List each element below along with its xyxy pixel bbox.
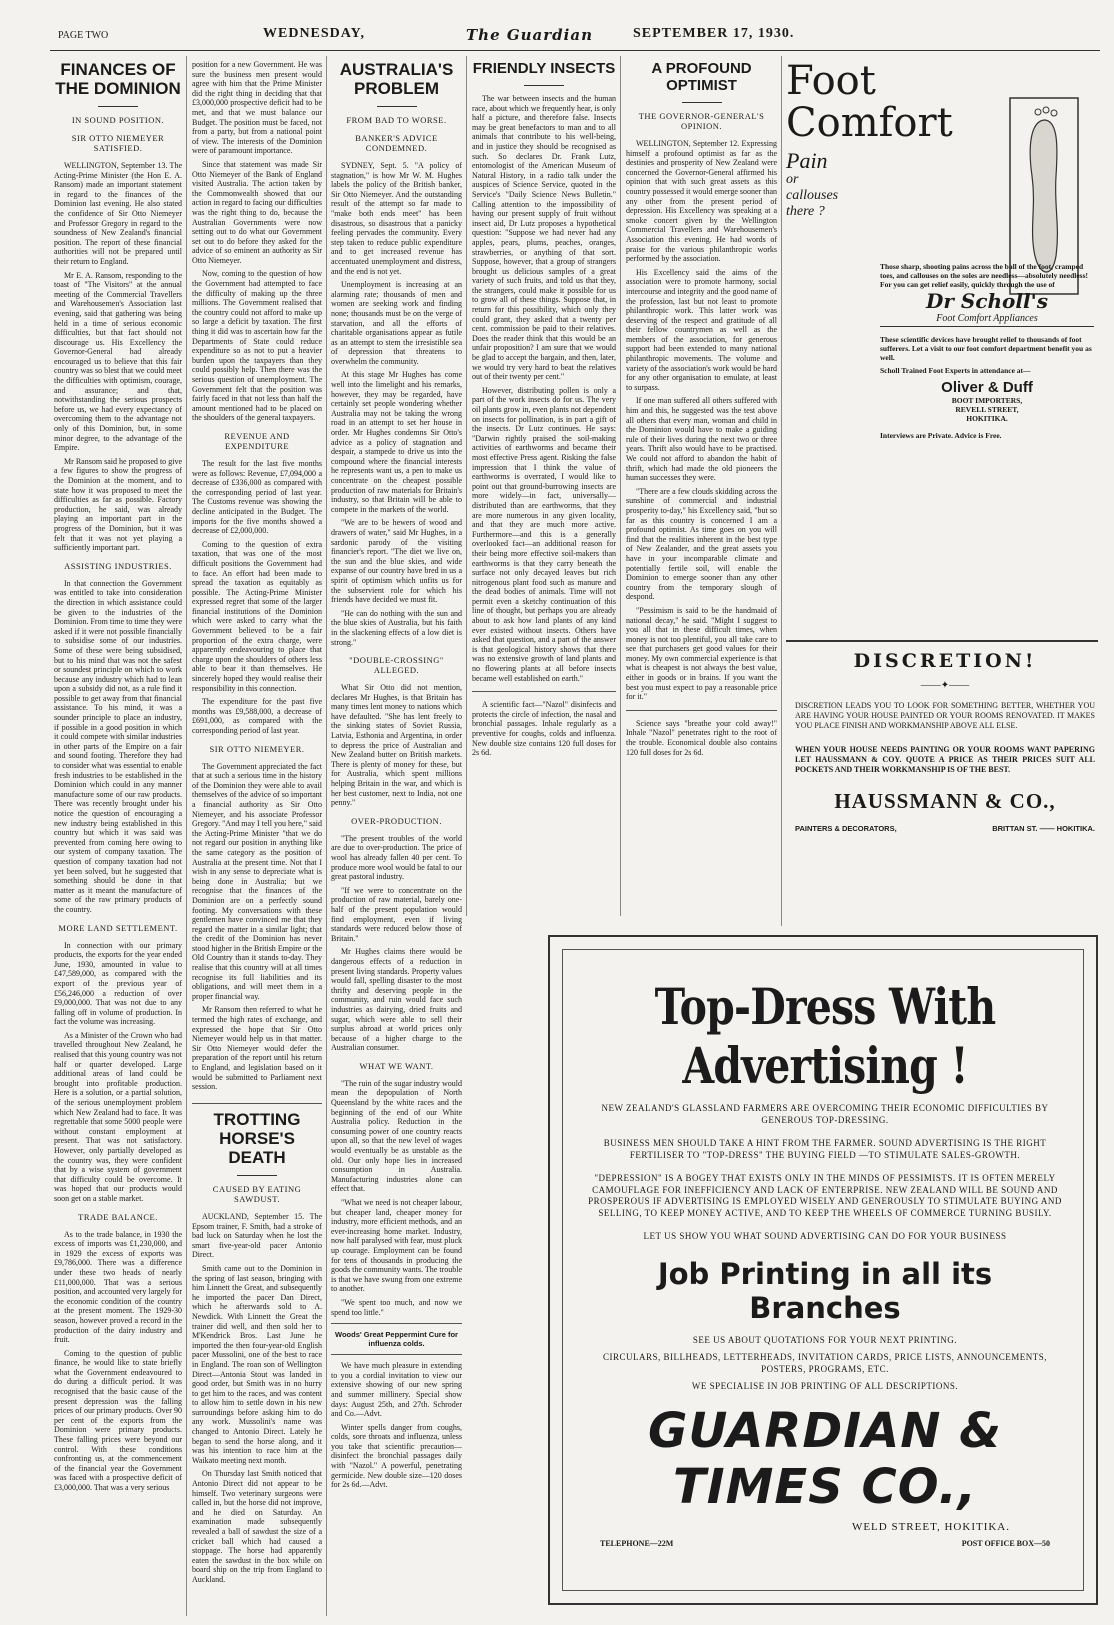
column-rule [326,56,327,1616]
divider [682,102,722,103]
paragraph: In connection with our primary products, the exports for the year ended June, 1930, amounted in value to £47,589,000, as compared with the export of the previous year of £56,246,000 a reduction of over £9,000,000. That was not due to any falling off in volume of production. In fact the volume was increasing. [54,940,182,1027]
subheading: SIR OTTO NIEMEYER SATISFIED. [71,133,165,153]
divider [626,710,777,711]
peppermint-cure-notice: Woods' Great Peppermint Cure for influenza colds. [335,1330,458,1349]
paragraph: Mr E. A. Ransom, responding to the toast of "The Visitors" at the annual meeting of the Commercial Travellers and Warehousemen's Association last evening, said that gathering was being held in a time of serious economic difficulties, but that fact should not discourage us. His Excellency the Governor-General had already encouraged us to believe that this fair country was so blest that we could meet the difficulties with optimism, courage, and assurance; and that, notwithstanding the serious prospects before us, we had every expectancy of overcoming them to the advantage not only of this Dominion, but, in some minor degree, to the advantage of the Empire. [54,270,182,453]
ad-body: DISCRETION LEADS YOU TO LOOK FOR SOMETHING BETTER, WHETHER YOU ARE HAVING YOUR HOUSE PAINTED OR YOUR ROOMS RENOVATED. IT MAKES YOU PLACE FINISH AND WORKMANSHIP ABOVE ALL ELSE. [795,701,1095,730]
divider [786,640,1098,642]
paragraph: "He can do nothing with the sun and the blue skies of Australia, but his faith in the slackening effects of a low diet is strong." [331,608,462,647]
headline: A PROFOUND OPTIMIST [651,60,752,94]
page-number: PAGE TWO [58,30,109,41]
paragraph: "The present troubles of the world are due to over-production. The price of wool has already fallen 40 per cent. To produce more wool would be fatal to our great pastoral industry. [331,833,462,882]
paragraph: SYDNEY, Sept. 5. "A policy of stagnation," is how Mr W. M. Hughes labels the policy of the British banker, Sir Otto Niemeyer. And the outstanding result of the attempt so far made to "make both ends meet" has been disastrous, so disastrous that a panicky feeling pervades the community. Every step taken to reduce public expenditure and to get increased revenue has accentuated unemployment and distress, and the end is not yet. [331,161,462,276]
paragraph: The war between insects and the human race, about which we frequently hear, is only half a picture, and therefore false. Insects may be great benefactors to man and to all animals that contribute to his well-being, and in justice they should be recognised as such. So declares Dr. Frank Lutz, entomologist of the American Museum of Natural History, in a radio talk under the auspices of Science Service, quoted in the Service's "Daily Science News Bulletin." Calling attention to the impossibility of having our present supply of fruit without insect aid, Dr Lutz proposes a hypothetical question: "Suppose we had never had any apples, pears, plums, peaches, oranges, strawberries, or anything of that sort. Suppose, however, that a group of strangers brought us delicious samples of a great variety of such fruits, and told us that they, the strangers, could make it possible for us to grow all of these things. Suppose that, in return for this possibility, which only they could grant, they asked that a twenty per cent. commission be paid to their relatives. Does the reader think that this would be an unfair proposition? I am sure that we would be glad to accept the bargain, and then, later, we would try very hard to beat the relatives out of their twenty per cent." [472,94,616,382]
store-name: Oliver & Duff [941,379,1033,396]
subheading: BANKER'S ADVICE CONDEMNED. [355,133,438,153]
subheading: THE GOVERNOR-GENERAL'S OPINION. [638,111,765,131]
scholl-brand: Dr Scholl's [926,289,1048,313]
contact-row [580,1539,1070,1548]
ornament-divider-icon: ——✦—— [920,680,970,691]
divider [524,85,564,86]
post-office-box: POST OFFICE BOX—50 [961,1538,1050,1548]
firm-address: WELD STREET, HOKITIKA. [851,1520,1010,1533]
ad-tagline: there ? [786,204,825,219]
paragraph: His Excellency said the aims of the association were to promote harmony, social intercourse and integrity and the good name of the profession, last but not least to promote philanthropic work. This latter work was deserving of the respect and gratitude of all their fellow countrymen as well as the members of the association, for generous support had been extended to many national philanthropic movements. The volume and variety of the association's work would be hard for any other organisation to emulate, at least to surpass. [626,267,777,392]
paragraph: Since that statement was made Sir Otto Niemeyer of the Bank of England visited Australia. The action taken by the Commonwealth showed that our action in regard to facing our difficulties was the right thing to do, because the Australian Governments were now setting out to do what our Government set out to do before they asked for the advice of so eminent an authority as Sir Otto Niemeyer. [192,159,322,265]
ad-footer [795,824,1095,833]
subheading: TRADE BALANCE. [78,1211,158,1222]
paragraph: WELLINGTON, September 12. Expressing himself a profound optimist as far as the destinies and prosperity of New Zealand were concerned the Governor-General affirmed his opinion that with such great assets as this country possessed it would emerge sooner than any other from the present period of depression. His Excellency was speaking at a smoke concert given by the Wellington Commercial Travellers and Warehousemen's Association this evening. He had words of praise for the various philanthropic works performed by the association. [626,139,777,264]
ad-body: Those sharp, shooting pains across the ball of the foot, cramped toes, and callouses on the soles are needless—absolutely needless! For you can get relief easily, quickly through the use of [880,262,1088,289]
paragraph: The Government appreciated the fact that at such a serious time in the history of the Dominion they were able to avail themselves of the advice of so important a financial authority as Sir Otto Niemeyer, and his associate Professor Gregory. "And may I tell you here," said the Acting-Prime Minister "that we do not regard our position in anything like the same category as the position of Australia at the present time. Not that I wish in any sense to depreciate what is being done in Australia; but we recognise that the finances of the Dominion are on a perfectly sound footing. My conversations with these gentlemen have convinced me that they regard the matter in a similar light; that the credit of the Dominion has never stood higher in the British Empire or the Old Country than it stands to-day. They realise that this country will at all times recognise its full liabilities and its obligations, and will meet them in a proper financial way. [192,761,322,1001]
paragraph: Mr Ransom then referred to what he termed the high rates of exchange, and expressed the hope that Sir Otto Niemeyer would help us in that matter. Sir Otto Niemeyer would defer the preparation of the report until his return to England, and legislation based on it would be submitted to Parliament next session. [192,1005,322,1092]
paragraph: If one man suffered all others suffered with him and this, he suggested was the test above all others that every man, woman and child in the Dominion would have to make a guiding rule of their lives during the next two or three years. Thrift also would have to be practised. We could not afford to abandon the habit of thrift, which had made the old pioneers the human successes they were. [626,396,777,483]
paragraph: What Sir Otto did not mention, declares Mr Hughes, is that Britain has many times lent money to nations which have defaulted. "She has lent freely to the sinking states of Soviet Russia, Latvia, Esthonia and Argentina, in order to depress the price of Australian and New Zealand butter on British markets. There is plenty of money for these, but for Australia, which spent millions helping Britain in the war, and which is her best customer, next to India, not one penny." [331,683,462,808]
article-friendly-insects [472,60,616,920]
paragraph: Mr Hughes claims there would be dangerous effects of a reduction in present living standards. Property values would fall, spelling disaster to the most thrifty and deserving people in the community, and ruin would face such industries as dairying, dried fruits and sugar, which were able to sell their surplus abroad at world prices only because of a higher charge to the Australian consumer. [331,947,462,1053]
masthead-date: SEPTEMBER 17, 1930. [633,26,795,41]
divider [331,1323,462,1324]
divider [377,106,417,107]
article-finances-continued [192,60,322,1100]
paragraph: In that connection the Government was entitled to take into consideration the direction in which assistance could be given to the industries of the Dominion. From time to time they were asked if it were not possible financially to subsidise some of our industries. Some of these were being subsidised, but to his mind that was not the safest or soundest principle on which to work because any industry which had to lean upon a subsidy did not, as a rule find it possible to get away from that financial assistance. To his mind, it was a sounder principle to place an industry, if possible in a good position in which it could compete with similar industries in other parts of the Empire on a fair and sound footing. Therefore they had to consider what was essential to enable fresh industries to be established in the Dominion which could in any manner manufacture some of our raw products. There was recently brought under his notice the question of encouraging a new industry being established in this country but which it was said was prevented from coming here owing to our system of company taxation. The question of company taxation had not yet been solved, but he suggested that something should be done in that matter as it meant the manufacture of some of the raw primary products of the country. [54,578,182,914]
subheading: REVENUE AND EXPENDITURE [224,430,290,451]
paragraph: AUCKLAND, September 15. The Epsom trainer, F. Smith, had a stroke of bad luck on Saturday when he lost the smart five-year-old pacer Antonio Direct. [192,1212,322,1260]
ad-tagline: callouses [786,188,839,203]
ad-body: Scholl Trained Foot Experts in attendance at— [880,366,1031,375]
paragraph: Mr Ransom said he proposed to give a few figures to show the progress of the Dominion at the moment, and to state how it was proposed to meet the difficulties as far as possible. Factory production, he said, was already playing an important part in the progress of the Dominion, but it was felt that it was not yet playing a sufficiently important part. [54,456,182,553]
job-printing-heading: Job Printing in all its Branches [657,1256,993,1325]
ad-body: SEE US ABOUT QUOTATIONS FOR YOUR NEXT PRINTING. [692,1334,958,1345]
paragraph: A scientific fact—"Nazol" disinfects and protects the circle of infection, the nasal and bronchial passages. Inhale regularly as a preventive for coughs, colds and influenza. New double size contains 120 full doses for 2s 6d. [472,700,616,758]
ad-note: Interviews are Private. Advice is Free. [880,431,1002,440]
paragraph: The expenditure for the past five months was £9,588,000, a decrease of £691,000, as compared with the corresponding period of last year. [192,697,322,735]
paragraph: We have much pleasure in extending to you a cordial invitation to view our extensive showing of our new spring and summer millinery. Special show days: August 25th, and 27th. Schroder and Co.—Advt. [331,1361,462,1419]
paragraph: Winter spells danger from coughs, colds, sore throats and influenza, unless you take that scientific precaution—disinfect the bronchial passages daily with "Nazol." A powerful, penetrating germicide. New double size—120 doses for 2s 6d.—Advt. [331,1422,462,1490]
article-trotting-horse [192,1110,322,1620]
paragraph: As a Minister of the Crown who had travelled throughout New Zealand, he realised that this young country was not half or quarter developed. Large additional areas of land could be brought into profitable production. Here is a solution, or a partial solution, of the serious unemployment problem which New Zealand had to face. It was regrettable that some 5000 people were without constant employment at present. That was not satisfactory. However, only partially developed as the country was, they were confident that by a wise system of government that difficulty could be overcome. It was hoped that our products would soon get on a stable market. [54,1030,182,1203]
ad-footer-address: BRITTAN ST. —— HOKITIKA. [992,824,1095,833]
column-rule [781,56,782,926]
paragraph: On Thursday last Smith noticed that Antonio Direct did not appear to be himself. Two veterinary surgeons were called in, but the horse did not improve, and he died on Saturday. An examination made subsequently revealed a ball of sawdust the size of a cricket ball which had caused a stoppage. The horse had apparently eaten the sawdust in the box while on board ship on the trip from England to Auckland. [192,1469,322,1584]
masthead-rule [50,50,1100,51]
store-detail: BOOT IMPORTERS, [951,396,1023,405]
subheading: SIR OTTO NIEMEYER. [209,743,305,754]
subheading: IN SOUND POSITION. [71,115,165,125]
ad-body: LET US SHOW YOU WHAT SOUND ADVERTISING CAN DO FOR YOUR BUSINESS [643,1231,1007,1241]
paragraph: Smith came out to the Dominion in the spring of last season, bringing with him Linnett the Great, and subsequently he imported the pacer Dan Direct, which he afterwards sold to A. Newdick. With Linnett the Great the trainer did well, and then sold her to M'Kendrick Bros. Last June he imported the then four-year-old English pacer Mussolini, one of the best to race in England. The roan son of Wellington Direct—Antonia Stout was landed in good order, but Smith was in no hurry to get him to the races, and was content to allow him to settle down in his new surroundings before asking him to do any work. Mussolini's name was changed to Antonio Direct. Lately he began to send the horse along, and it was his intention to race him at the Waikato meeting next month. [192,1263,322,1465]
scholl-brand-sub: Foot Comfort Appliances [880,313,1094,327]
paragraph: Science says "breathe your cold away!" Inhale "Nazol" penetrates right to the root of the trouble. Economical double also contains 120 full doses for 2s 6d. [626,718,777,757]
ad-body: "DEPRESSION" IS A BOGEY THAT EXISTS ONLY IN THE MINDS OF PESSIMISTS. IT IS OFTEN MERELY CAMOUFLAGE FOR INEFFICIENCY AND LACK OF ENTERPRISE. NEW ZEALAND WILL BE SOUND AND PROSPEROUS IF ADVERTISING IS EMPLOYED WISELY AND GENEROUSLY TO STIMULATE BUYING AND SELLING, TO KEEP MONEY ACTIVE, AND TO KEEP THE WHEELS OF COMMERCE TURNING BUSILY. [588,1173,1062,1218]
telephone-number: TELEPHONE—22M [600,1538,674,1548]
paragraph: Coming to the question of extra taxation, that was one of the most difficult positions the Government had to face. An effort had been made to spread the taxation as equitably as possible. The Acting-Prime Minister expressed regret that some of the larger financial institutions of the Dominion which were asked to carry what the Government believed to be a fair proportion of the extra charge, were apparently endeavouring to place that charge upon the shoulders of others less able to bear it than themselves. He sincerely hoped they would realise their responsibility in this connection. [192,539,322,693]
subheading: CAUSED BY EATING SAWDUST. [212,1184,302,1204]
headline: AUSTRALIA'S PROBLEM [339,60,454,98]
paragraph: "If we were to concentrate on the production of raw material, barely one-half of the present population would find employment, even if living standards were reduced below those of Britain." [331,885,462,943]
column-rule [466,56,467,916]
ad-title: Foot [786,58,876,104]
store-detail: HOKITIKA. [966,414,1008,423]
subheading: "DOUBLE-CROSSING" ALLEGED. [349,655,444,676]
article-profound-optimist [626,60,777,920]
ad-body: BUSINESS MEN SHOULD TAKE A HINT FROM THE FARMER. SOUND ADVERTISING IS THE RIGHT FERTILISER TO "TOP-DRESS" THE BUYING FIELD —TO STIMULATE SALES-GROWTH. [603,1138,1047,1160]
divider [98,106,138,107]
guardian-advert-content [580,977,1070,1548]
subheading: FROM BAD TO WORSE. [346,115,447,125]
subheading: OVER-PRODUCTION. [351,815,442,826]
ad-body: These scientific devices have brought relief to thousands of foot sufferers. Let a visit to our foot comfort department benefit you as well. [880,335,1092,362]
divider [331,1354,462,1355]
headline: FINANCES OF THE DOMINION [55,60,181,98]
haussmann-advert [795,650,1095,920]
firm-name: HAUSSMANN & CO., [834,789,1056,813]
column-rule [620,56,621,916]
masthead-day: WEDNESDAY, [263,26,365,41]
paragraph: "There are a few clouds skidding across the sunshine of commercial and industrial prosperity to-day," his Excellency said, "but so far as this country is concerned I am a profound optimist. As time goes on you will find that the realities inherent in the best type of New Zealander, and the great assets you have in your incomparable climate and potentially fertile soil, will enable the Dominion to emerge sooner than any other country from the temporary slough of despond. [626,486,777,602]
paragraph: "We spent too much, and now we spend too little." [331,1297,462,1317]
masthead-paper-name: The Guardian [466,26,593,44]
subheading: ASSISTING INDUSTRIES. [64,560,172,571]
headline: FRIENDLY INSECTS [472,60,616,77]
headline: TROTTING HORSE'S DEATH [213,1110,301,1167]
paragraph: position for a new Government. He was sure the business men present would agree with him that the Prime Minister did the right thing in deciding that that £3,000,000 prospective deficit had to be met, and that we must balance our Budget. The position must be faced, not from a party, but from a national point of view. The interests of the Dominion were of paramount importance. [192,60,322,156]
divider [472,691,616,692]
ad-footer-trade: PAINTERS & DECORATORS, [795,824,897,833]
article-finances [54,60,182,1620]
subheading: MORE LAND SETTLEMENT. [58,922,178,933]
paragraph: "The ruin of the sugar industry would mean the depopulation of North Queensland by the white races and the beginning of the end of our White Australia policy. Reduction in the consuming power of one country reacts upon all, so that the new level of wages would eventually be as unstable as the old. Our only hope lies in increased consumption in Australia. Manufacturing industries alone can effect that. [331,1078,462,1194]
column-rule [186,56,187,1616]
ad-title: Comfort [786,100,953,146]
scholl-advert-body [880,262,1094,440]
ad-title: Top-Dress With Advertising ! [654,977,996,1095]
ad-body: NEW ZEALAND'S GLASSLAND FARMERS ARE OVERCOMING THEIR ECONOMIC DIFFICULTIES BY GENEROUS TOP-DRESSING. [601,1103,1049,1125]
divider [237,1175,277,1176]
ad-tagline: or [786,172,799,187]
paragraph: "What we need is not cheaper labour, but cheaper land, cheaper money for industry, more efficient methods, and an ever-increasing home market. Industry, now half paralysed with fear, must pluck up courage. Employment can be found for tens of thousands in producing the goods the community wants. The trouble is that we have swung from one extreme to another. [331,1198,462,1294]
ad-title: DISCRETION! [853,650,1037,672]
guardian-advert [548,935,1098,1605]
paragraph: Now, coming to the question of how the Government had attempted to face the difficulty of making up the three millions. The Government realised that the country could not afford to make up so large a deficit by taxation. The first thing it did was to ascertain how far the Departments of State could reduce expenditure so as not to put a heavier burden upon the taxpayers than they could possibly help. Then there was the serious question of unemployment. The Government felt that the position was fairly faced in that not less than half the amount mentioned had to be placed on the shoulders of the general taxpayers. [192,269,322,423]
ad-body: WE SPECIALISE IN JOB PRINTING OF ALL DESCRIPTIONS. [691,1381,959,1391]
paragraph: "We are to be hewers of wood and drawers of water," said Mr Hughes, in a sardonic parody of the visiting financier's report. "The diet we live on, the sun and the blue skies, and wide expanse of our country have bred in us a spirit of optimism which unfits us for the subservient role for which his friends have decided we must fit. [331,518,462,605]
paragraph: As to the trade balance, in 1930 the excess of imports was £1,230,000, and in 1929 the excess of exports was £9,786,000. There was a difference under these two heads of nearly £11,000,000. That was a serious position, and accounted very largely for the economic condition of the country at the present moment. The 1929-30 season, however proved a record in the production of the dairy industry and fruit. [54,1229,182,1345]
store-detail: REVELL STREET, [955,405,1019,414]
subheading: WHAT WE WANT. [359,1060,434,1071]
paragraph: However, distributing pollen is only a part of the work insects do for us. The very oil plants grow in, even plants not dependent on insects for pollination, is in part a gift of the insects. Dr Lutz continues. He says: "Darwin rightly praised the soil-making activities of earthworms and became their most effective Press agent. Risking the false impression that I think the value of earthworms is overrated, I would like to point out that ground-burrowing insects are more widely—in fact, universally—distributed than are earthworms, that they are more numerous in any given locality, and that they are much more active. Furthermore—and this is a generally overlooked fact—an additional reason for their being more effective soil-makers than earthworms is that they carry beneath the surface not only decayed leaves but rich nitrogenous plant food such as manure and the dead bodies of animals. Time will not permit even a sketchy continuation of this line of thought, but perhaps you are already about to ask how land plants of any kind ever existed without insects. Others have asked that question, and a part of the answer is that geological history shows that there was no extensive growth of land plants and no flowering plants at all before insects became well established on earth." [472,385,616,683]
ad-body: CIRCULARS, BILLHEADS, LETTERHEADS, INVITATION CARDS, PRICE LISTS, ANNOUNCEMENTS, POSTERS, PROGRAMS, ETC. [602,1352,1048,1374]
paragraph: WELLINGTON, September 13. The Acting-Prime Minister (the Hon E. A. Ransom) made an important statement in regard to the finances of the Dominion last evening. He also stated the confidence of Sir Otto Niemeyer and Professor Gregory in regard to the soundness of New Zealand's financial position. The report of these financial authorities will not be prepared until their return to England. [54,161,182,266]
paragraph: At this stage Mr Hughes has come well into the limelight and his remarks, however, they may be regarded, have certainly set people wondering whether Australia may not be taking the wrong road in an attempt to set her house in order. Mr Hughes condemns Sir Otto's advice as a policy of stagnation and despair, a stampede to drive us into the compound where the financial interests he represents want us, a pen to make us concentrate on the cheapest possible production of raw materials for Britain's industry, so that Britain will be able to compete in the markets of the world. [331,370,462,514]
ad-tagline: Pain [786,148,828,173]
divider [192,1103,322,1104]
paragraph: "Pessimism is said to be the handmaid of national decay," he said. "Might I suggest to you all that in these difficult times, when money is not too plentiful, you all take care to see that purchasers get good values for their money. My own commercial experience is that what is cheapest is not always the best value, either in goods or in brains. If you want the best you must expect to pay a reasonable price for it." [626,605,777,702]
paragraph: Coming to the question of public finance, he would like to state briefly what the Government endeavoured to do during a difficult period. It was recognised that the basic cause of the present depression was the falling prices of our primary products. Over 90 per cent of the exports from the Dominion were primary products. These falling prices were beyond our control. With these conditions confronting us, at the commencement of the financial year the Government was faced with a prospective deficit of £3,000,000. That was a very serious [54,1348,182,1492]
ad-body: WHEN YOUR HOUSE NEEDS PAINTING OR YOUR ROOMS WANT PAPERING LET HAUSSMANN & COY. QUOTE A PRICE AS THEIR PRICES SUIT ALL POCKETS AND THEIR WORKMANSHIP IS OF THE BEST. [795,745,1095,774]
paragraph: Unemployment is increasing at an alarming rate; thousands of men and women are seeking work and finding none; thousands must be on the verge of starvation, and all the efforts of charitable organisations appear as futile as an attempt to stem the irresistible sea of depression that threatens to overwhelm the community. [331,280,462,366]
paragraph: The result for the last five months were as follows: Revenue, £7,094,000 a decrease of £336,000 as compared with the corresponding period of last year. The Customs revenue was showing the decline anticipated in the Budget. The imports for the five months showed a decrease of £2,000,000. [192,458,322,536]
article-australias-problem [331,60,462,1620]
masthead [58,26,1098,48]
firm-name: GUARDIAN & TIMES CO., [648,1402,1002,1515]
